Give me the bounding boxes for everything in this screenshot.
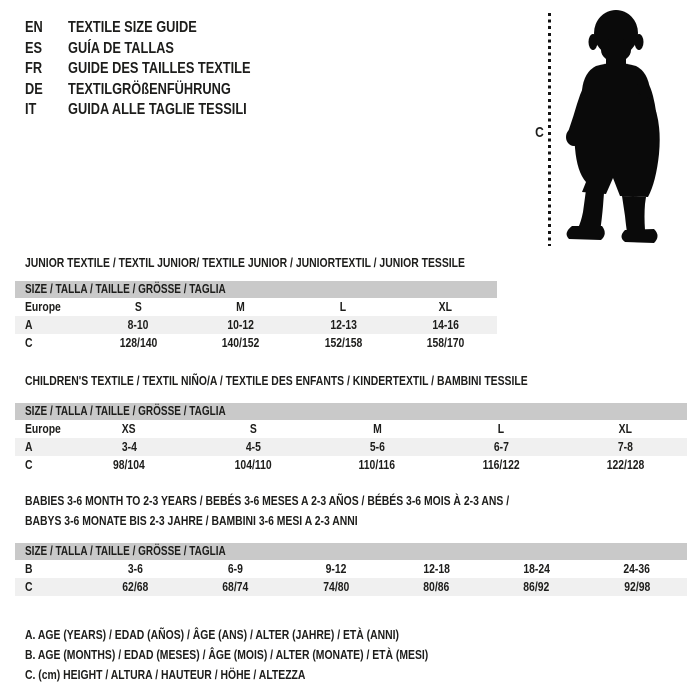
- language-label: GUÍA DE TALLAS: [68, 39, 174, 57]
- language-code: FR: [25, 60, 43, 77]
- language-list: [25, 18, 296, 121]
- size-cell: 104/110: [234, 457, 272, 472]
- size-cell: L: [340, 299, 347, 314]
- row-label: A: [25, 317, 33, 332]
- table-row-height: [15, 578, 687, 596]
- height-measure-label: C: [534, 124, 544, 141]
- size-cell: 92/98: [623, 579, 650, 594]
- size-cell: 12-13: [329, 317, 357, 332]
- size-header-bar: SIZE / TALLA / TAILLE / GRÖSSE / TAGLIA: [15, 403, 687, 420]
- row-label: C: [25, 335, 33, 350]
- language-label: GUIDE DES TAILLES TEXTILE: [68, 60, 251, 77]
- size-cell: 80/86: [423, 579, 450, 594]
- row-label: B: [25, 561, 33, 576]
- size-cell: 128/140: [119, 335, 158, 350]
- size-cell: 152/158: [324, 335, 363, 350]
- table-row-height: [15, 334, 497, 352]
- size-cell: 12-18: [422, 561, 450, 576]
- measure-legend: [25, 625, 529, 685]
- size-cell: 68/74: [222, 579, 249, 594]
- language-code: ES: [25, 39, 43, 57]
- table-row-age: [15, 316, 497, 334]
- size-cell: 158/170: [426, 335, 465, 350]
- row-label: Europe: [25, 421, 61, 436]
- size-cell: 3-6: [127, 561, 143, 576]
- section-title-babies: BABIES 3-6 MONTH TO 2-3 YEARS / BEBÉS 3-6 MESES A 2-3 AÑOS / BÉBÉS 3-6 MOIS À 2-3 ANS / BABYS 3-6 MONATE BIS 2-3 JAHRE / BAMBINI 3-6 MESI A 2-3 ANNI: [25, 493, 510, 528]
- legend-line-c: C. (cm) HEIGHT / ALTURA / HAUTEUR / HÖHE / ALTEZZA: [25, 667, 306, 682]
- junior-size-table: [15, 281, 497, 352]
- language-row-it: [25, 100, 296, 121]
- size-cell: 24-36: [623, 561, 651, 576]
- table-row-age: [15, 438, 687, 456]
- size-cell: S: [134, 299, 142, 314]
- size-cell: 98/104: [113, 457, 145, 472]
- size-cell: 5-6: [369, 439, 385, 454]
- language-label: GUIDA ALLE TAGLIE TESSILI: [68, 101, 247, 118]
- language-row-de: [25, 80, 296, 101]
- language-label: TEXTILE SIZE GUIDE: [68, 19, 197, 36]
- row-label: C: [25, 457, 33, 472]
- row-label: A: [25, 439, 33, 454]
- children-size-table: [15, 403, 687, 474]
- size-cell: M: [236, 299, 246, 314]
- size-cell: M: [372, 421, 382, 436]
- language-code: EN: [25, 19, 43, 36]
- size-cell: XL: [439, 299, 453, 314]
- size-cell: 14-16: [432, 317, 460, 332]
- size-cell: XS: [122, 421, 136, 436]
- language-code: IT: [25, 101, 37, 118]
- size-cell: 74/80: [322, 579, 349, 594]
- size-cell: 4-5: [245, 439, 261, 454]
- size-cell: 10-12: [227, 317, 255, 332]
- section-title-children: CHILDREN'S TEXTILE / TEXTIL NIÑO/A / TEXTILE DES ENFANTS / KINDERTEXTIL / BAMBINI TESSILE: [25, 373, 528, 388]
- size-cell: S: [249, 421, 257, 436]
- size-header-bar: SIZE / TALLA / TAILLE / GRÖSSE / TAGLIA: [15, 281, 497, 298]
- size-cell: 122/128: [606, 457, 644, 472]
- size-cell: 6-7: [493, 439, 509, 454]
- legend-line-a: A. AGE (YEARS) / EDAD (AÑOS) / ÂGE (ANS) / ALTER (JAHRE) / ETÀ (ANNI): [25, 627, 400, 642]
- size-cell: 62/68: [122, 579, 149, 594]
- language-row-fr: [25, 59, 296, 80]
- language-row-es: [25, 39, 296, 60]
- size-cell: 86/92: [523, 579, 550, 594]
- language-code: DE: [25, 80, 43, 98]
- table-row-height: [15, 456, 687, 474]
- size-cell: 18-24: [523, 561, 550, 576]
- row-label: C: [25, 579, 33, 594]
- size-cell: 110/116: [358, 457, 396, 472]
- language-row-en: [25, 18, 296, 39]
- size-cell: 9-12: [325, 561, 347, 576]
- height-dotted-line: [548, 13, 551, 246]
- babies-size-table: [15, 543, 687, 596]
- language-label: TEXTILGRÖßENFÜHRUNG: [68, 80, 231, 98]
- size-cell: XL: [618, 421, 632, 436]
- legend-line-b: B. AGE (MONTHS) / EDAD (MESES) / ÂGE (MOIS) / ALTER (MONATE) / ETÀ (MESI): [25, 647, 429, 662]
- table-row-europe: [15, 298, 497, 316]
- size-header-bar: SIZE / TALLA / TAILLE / GRÖSSE / TAGLIA: [15, 543, 687, 560]
- size-cell: 6-9: [227, 561, 244, 576]
- table-row-europe: [15, 420, 687, 438]
- size-cell: 116/122: [482, 457, 520, 472]
- table-row-months: [15, 560, 687, 578]
- toddler-silhouette: [556, 6, 668, 244]
- size-cell: 8-10: [127, 317, 149, 332]
- size-cell: L: [497, 421, 505, 436]
- section-title-junior: JUNIOR TEXTILE / TEXTIL JUNIOR/ TEXTILE JUNIOR / JUNIORTEXTIL / JUNIOR TESSILE: [25, 255, 465, 270]
- size-cell: 140/152: [221, 335, 260, 350]
- size-cell: 7-8: [617, 439, 633, 454]
- size-cell: 3-4: [121, 439, 137, 454]
- row-label: Europe: [25, 299, 61, 314]
